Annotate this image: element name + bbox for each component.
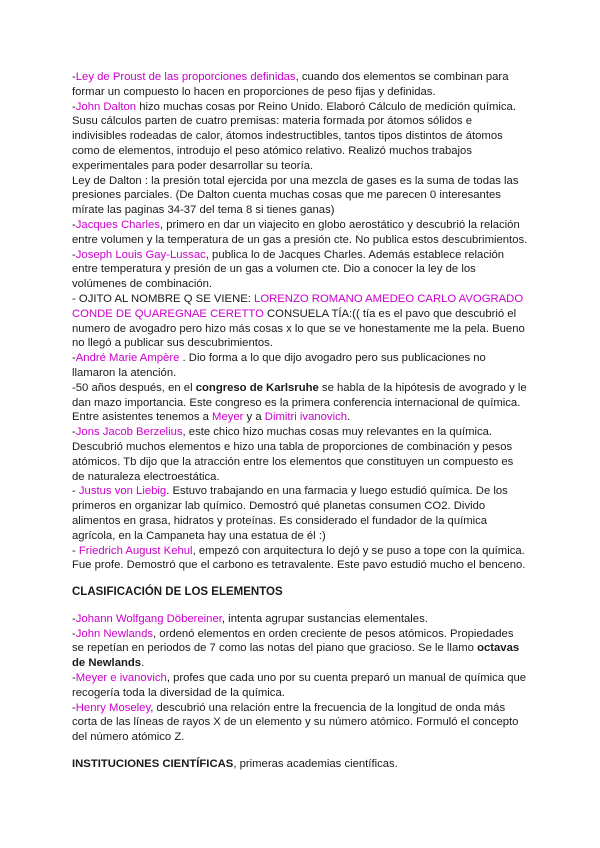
paragraph-avogadro (72, 292, 528, 351)
name-dalton: John Dalton (75, 100, 137, 113)
paragraph-text: , empezó con arquitectura lo dejó y se puso a tope con la química. Fue profe. Demostró que el carbono es tetravalente. Este pavo estudió mucho el benceno. (72, 544, 526, 572)
paragraph-dalton: -John Dalton hizo muchas cosas por Reino Unido. Elaboró Cálculo de medición química. Susu cálculos parten de cuatro premisas: materia formada por átomos sólidos e indivisibles rodeadas de calor, átomos indestructibles, tantos tipos distintos de átomos como de elementos, introdujo el peso atómico relativo. Realizó muchos trabajos experimentales para poder desarrollar su teoría. (72, 100, 516, 172)
spacer (72, 573, 528, 585)
name-charles: Jacques Charles (75, 218, 160, 231)
name-liebig: Justus von Liebig (78, 485, 167, 498)
paragraph-text: , primero en dar un viajecito en globo aerostático y descubrió la relación entre volumen y la temperatura de un gas a presión cte. No publica estos descubrimientos. (72, 218, 528, 246)
bold-karlsruhe: congreso de Karlsruhe (195, 381, 319, 394)
paragraph-text: . (141, 657, 145, 670)
bold-octavas: octavas de Newlands (72, 642, 520, 670)
paragraph-text: y a (243, 411, 265, 424)
paragraph-text: , primeras academias científicas. (233, 758, 398, 771)
name-berzelius: Jons Jacob Berzelius (75, 426, 183, 439)
paragraph-text: , descubrió una relación entre la frecuencia de la longitud de onda más corta de las líneas de rayos X de un elemento y su número atómico. Formuló el concepto del número atómico Z. (72, 701, 519, 744)
paragraph-meyer-ivanovich: -Meyer e ivanovich, profes que cada uno por su cuenta preparó un manual de química que recogería toda la diversidad de la química. (72, 672, 527, 699)
paragraph-berzelius: -Jons Jacob Berzelius, este chico hizo muchas cosas muy relevantes en la química. Descubrió muchos elementos e hizo una tabla de proporciones de combinación y pesos atómicos. Tb dijo que la atracción entre los elementos que constituyen un compuesto es de naturaleza electroestática. (72, 426, 514, 483)
paragraph-text: , ordenó elementos en orden creciente de pesos atómicos. Propiedades se repetían en periodos de 7 como las notas del piano que gracioso. Se le llamo (72, 627, 514, 655)
paragraph-ley-dalton: Ley de Dalton : la presión total ejercida por una mezcla de gases es la suma de todas las presiones parciales. (De Dalton cuenta muchas cosas que me parecen 0 interesantes mírate las paginas 34-37 del tema 8 si tienes ganas) (72, 174, 519, 217)
paragraph-prefix: - (72, 544, 79, 557)
paragraph-karlsruhe (72, 381, 528, 425)
paragraph-gay-lussac: -Joseph Louis Gay-Lussac, publica lo de Jacques Charles. Además establece relación entre temperatura y presión de un gas a volumen cte. Dio a conocer la ley de los volúmenes de combinación. (72, 248, 505, 291)
paragraph-proust: -Ley de Proust de las proporciones definidas, cuando dos elementos se combinan para formar un compuesto lo hacen en proporciones de peso fijas y definidas. (72, 71, 509, 98)
paragraph-prefix: -50 años después, en el (72, 381, 196, 394)
paragraph-text: , publica lo de Jacques Charles. Además establece relación entre temperatura y presión de un gas a volumen cte. Dio a conocer la ley de los volúmenes de combinación. (72, 248, 505, 291)
paragraph-moseley: -Henry Moseley, descubrió una relación entre la frecuencia de la longitud de onda más corta de las líneas de rayos X de un elemento y su número atómico. Formuló el concepto del número atómico Z. (72, 701, 519, 744)
paragraph-text: , este chico hizo muchas cosas muy relevantes en la química. Descubrió muchos elementos e hizo una tabla de proporciones de combinación y pesos atómicos. Tb dijo que la atracción entre los elementos que constituyen un compuesto es de naturaleza electroestática. (72, 426, 514, 483)
paragraph-instituciones (72, 757, 528, 772)
paragraph-charles: -Jacques Charles, primero en dar un viajecito en globo aerostático y descubrió la relación entre volumen y la temperatura de un gas a presión cte. No publica estos descubrimientos. (72, 218, 528, 246)
name-meyer-ivanovich: Meyer e ivanovich (75, 672, 167, 685)
paragraph-text: , profes que cada uno por su cuenta preparó un manual de química que recogería toda la diversidad de la química. (72, 672, 527, 699)
name-moseley: Henry Moseley (75, 701, 151, 714)
paragraph-text: . (347, 411, 351, 424)
name-gay-lussac: Joseph Louis Gay-Lussac (75, 248, 206, 261)
paragraph-text: hizo muchas cosas por Reino Unido. Elaboró Cálculo de medición química. Susu cálculos parten de cuatro premisas: materia formada por átomos sólidos e indivisibles rodeadas de calor, átomos indestructibles, tantos tipos distintos de átomos como de elementos, introdujo el peso atómico relativo. Realizó muchos trabajos experimentales para poder desarrollar su teoría. (72, 100, 516, 172)
name-ampere: André Marie Ampère (75, 352, 180, 365)
bold-instituciones: INSTITUCIONES CIENTÍFICAS (72, 758, 234, 771)
paragraph-prefix: - OJITO AL NOMBRE Q SE VIENE: (72, 292, 255, 305)
spacer (72, 600, 528, 612)
name-kekule: Friedrich August Kehul (78, 544, 193, 557)
paragraph-newlands: -John Newlands, ordenó elementos en orden creciente de pesos atómicos. Propiedades se repetían en periodos de 7 como las notas del piano que gracioso. Se le llamo octavas de Newlands. (72, 627, 520, 670)
paragraph-ampere: -André Marie Ampère . Dio forma a lo que dijo avogadro pero sus publicaciones no llamaron la atención. (72, 352, 486, 379)
paragraph-text: CONSUELA TÍA:(( tía es el pavo que descubrió el numero de avogadro pero hizo más cosas x lo que se ve honestamente me la pela. Bueno no llegó a publicar sus descubrimientos. (72, 307, 525, 350)
name-dobereiner: Johann Wolfgang Döbereiner (75, 612, 222, 625)
name-newlands: John Newlands (75, 627, 154, 640)
paragraph-text: , cuando dos elementos se combinan para formar un compuesto lo hacen en proporciones de peso fijas y definidas. (72, 71, 509, 98)
spacer (72, 745, 528, 757)
name-meyer: Meyer (212, 411, 244, 424)
paragraph-prefix: - (72, 485, 79, 498)
name-ivanovich: Dimitri ivanovich (264, 411, 348, 424)
paragraph-text: . Estuvo trabajando en una farmacia y luego estudió química. De los primeros en organizar lab químico. Demostró qué planetas consumen CO2. Divido alimentos en grasa, hidratos y proteínas. Es considerado el fundador de la química agrícola, en la Campaneta hay una estatua de él :) (72, 485, 508, 542)
paragraph-text: , intenta agrupar sustancias elementales. (221, 612, 428, 625)
paragraph-text: . Dio forma a lo que dijo avogadro pero sus publicaciones no llamaron la atención. (72, 352, 486, 379)
name-avogadro: LORENZO ROMANO AMEDEO CARLO AVOGRADO CONDE DE QUAREGNAE CERETTO (72, 292, 524, 320)
paragraph-text: se habla de la hipótesis de avogrado y le dan mazo importancia. Este congreso es la primera conferencia internacional de química. Entre asistentes tenemos a (72, 381, 527, 424)
name-proust: Ley de Proust de las proporciones definidas (75, 71, 296, 83)
paragraph-kekule (72, 544, 528, 574)
paragraph-dobereiner: -Johann Wolfgang Döbereiner, intenta agrupar sustancias elementales. (72, 612, 428, 625)
heading-clasificacion: CLASIFICACIÓN DE LOS ELEMENTOS (72, 586, 283, 599)
paragraph-liebig (72, 484, 528, 543)
